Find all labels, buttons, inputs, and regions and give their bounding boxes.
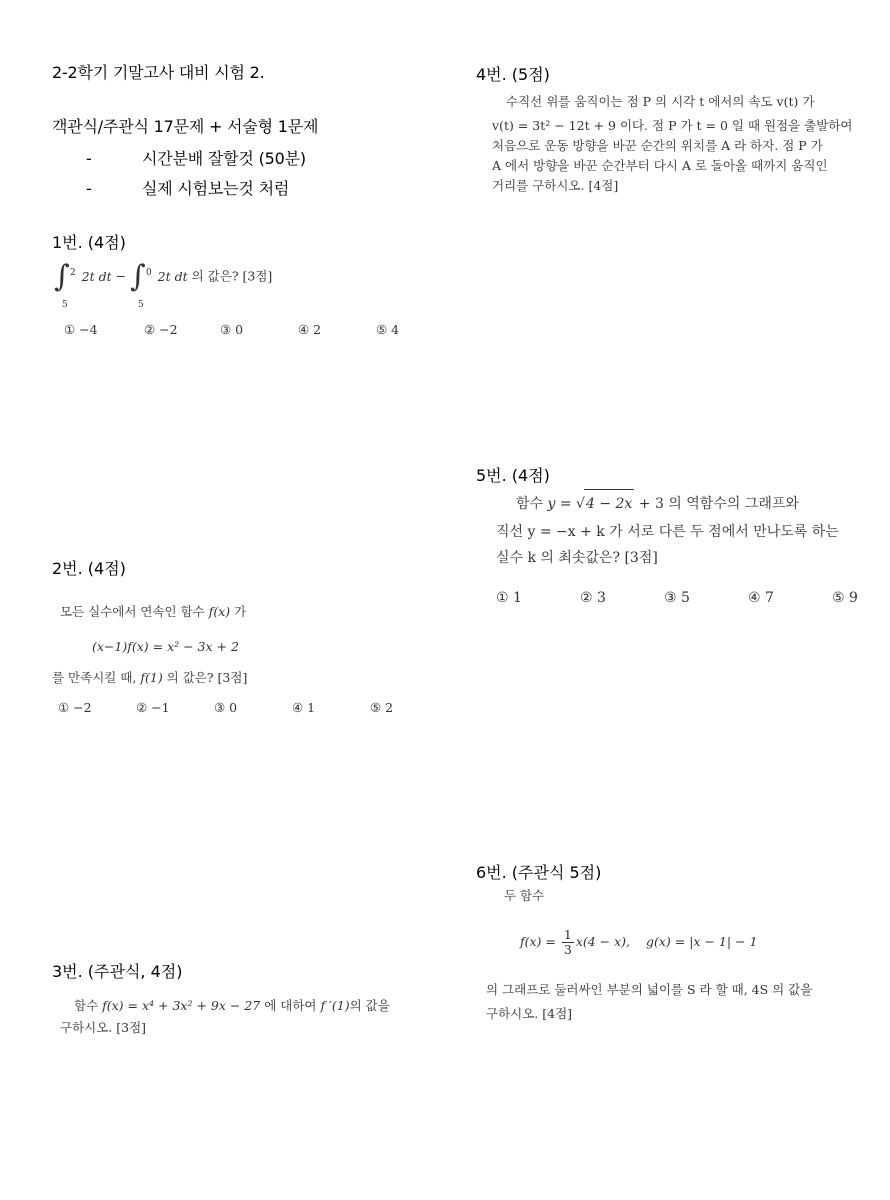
choice-1[interactable]: ① −2 [58,700,92,715]
bullet-item-time [86,146,306,169]
math-function: f(x) = x⁴ + 3x² + 9x − 27 [102,998,261,1013]
integral-symbol: ∫ 0 5 [130,262,146,292]
math-f1: f(1) [140,670,163,685]
text: 의 값은? [3점] [162,670,248,685]
question-2-line1 [60,602,246,621]
question-6-line4: 구하시오. [4점] [486,1006,573,1021]
math-y: y = [547,496,577,512]
integrand: 2t dt [157,268,188,284]
sqrt-symbol: √ [576,496,585,512]
question-1-body [54,259,273,310]
question-3-line2: 구하시오. [3점] [60,1020,147,1035]
question-4-line3: 처음으로 운동 방향을 바꾼 순간의 위치를 A 라 하자. 점 P 가 [492,138,823,153]
question-6-line3: 의 그래프로 둘러싸인 부분의 넓이를 S 라 할 때, 4S 의 값을 [486,982,813,997]
question-3-line1 [74,996,390,1015]
math-fx: f(x) [208,604,231,619]
question-5-line1 [516,489,799,518]
text: 가 [230,604,247,619]
denominator: 3 [563,942,572,957]
exam-subtitle: 객관식/주관식 17문제 + 서술형 1문제 [52,117,319,136]
math-derivative: f ′(1) [320,998,350,1013]
question-5-heading: 5번. (4점) [476,466,550,485]
integral-symbol: ∫ 2 5 [54,262,70,292]
upper-limit: 2 [70,268,76,278]
question-6-heading: 6번. (주관식 5점) [476,863,602,882]
question-4-line5: 거리를 구하시오. [4점] [492,178,619,193]
question-1-choices [64,322,424,340]
bullet-item-realistic [86,176,289,199]
lower-limit: 5 [62,300,68,310]
question-6-line1: 두 함수 [504,888,545,903]
question-5-line3: 실수 k 의 최솟값은? [3점] [496,550,658,566]
choice-2[interactable]: ② 3 [580,590,606,606]
question-5-line2: 직선 y = −x + k 가 서로 다른 두 점에서 만나도록 하는 [496,524,839,540]
question-4-line1: 수직선 위를 움직이는 점 P 의 시각 t 에서의 속도 v(t) 가 [506,94,815,109]
choice-3[interactable]: ③ 5 [664,590,690,606]
choice-4[interactable]: ④ 2 [298,322,322,337]
text: 의 값을 [349,998,390,1013]
question-2-line3 [52,668,247,687]
choice-4[interactable]: ④ 7 [748,590,774,606]
bullet-text: 실제 시험보는것 처럼 [142,179,290,198]
choice-1[interactable]: ① 1 [496,590,522,606]
text: 함수 [74,998,103,1013]
question-3-heading: 3번. (주관식, 4점) [52,962,183,981]
bullet-dash: - [86,179,92,198]
question-4-heading: 4번. (5점) [476,65,550,84]
choice-5[interactable]: ⑤ 4 [376,322,400,337]
question-suffix: 의 값은? [3점] [187,268,273,284]
choice-4[interactable]: ④ 1 [292,700,316,715]
bullet-dash: - [86,149,92,168]
question-2-equation: (x−1)f(x) = x² − 3x + 2 [92,639,239,654]
numerator: 1 [563,927,572,942]
math-g: g(x) = |x − 1| − 1 [646,934,758,949]
choice-1[interactable]: ① −4 [64,322,98,337]
math-f-left: f(x) = [520,934,560,949]
question-4-line2: v(t) = 3t² − 12t + 9 이다. 점 P 가 t = 0 일 때 원점을 출발하여 [492,118,853,133]
choice-5[interactable]: ⑤ 9 [832,590,858,606]
minus-sign: − [111,268,131,284]
question-2-heading: 2번. (4점) [52,559,126,578]
question-5-choices [496,590,876,610]
sqrt-radicand: 4 − 2x [584,489,634,518]
choice-5[interactable]: ⑤ 2 [370,700,394,715]
question-4-line4: A 에서 방향을 바꾼 순간부터 다시 A 로 돌아올 때까지 움직인 [492,158,828,173]
question-2-choices [58,700,418,718]
choice-2[interactable]: ② −2 [144,322,178,337]
math-f-right: x(4 − x), [575,934,631,949]
question-1-heading: 1번. (4점) [52,233,126,252]
text: 모든 실수에서 연속인 함수 [60,604,209,619]
bullet-text: 시간분배 잘할것 (50분) [142,149,306,168]
integrand: 2t dt [81,268,112,284]
fraction-one-third [562,928,574,957]
upper-limit: 0 [146,268,152,278]
text: + 3 의 역함수의 그래프와 [634,496,799,512]
text: 에 대하여 [260,998,321,1013]
text: 함수 [516,496,548,512]
choice-3[interactable]: ③ 0 [214,700,238,715]
question-6-equations [520,928,757,957]
lower-limit: 5 [138,300,144,310]
choice-3[interactable]: ③ 0 [220,322,244,337]
text: 를 만족시킬 때, [52,670,141,685]
exam-title: 2-2학기 기말고사 대비 시험 2. [52,63,265,82]
choice-2[interactable]: ② −1 [136,700,170,715]
